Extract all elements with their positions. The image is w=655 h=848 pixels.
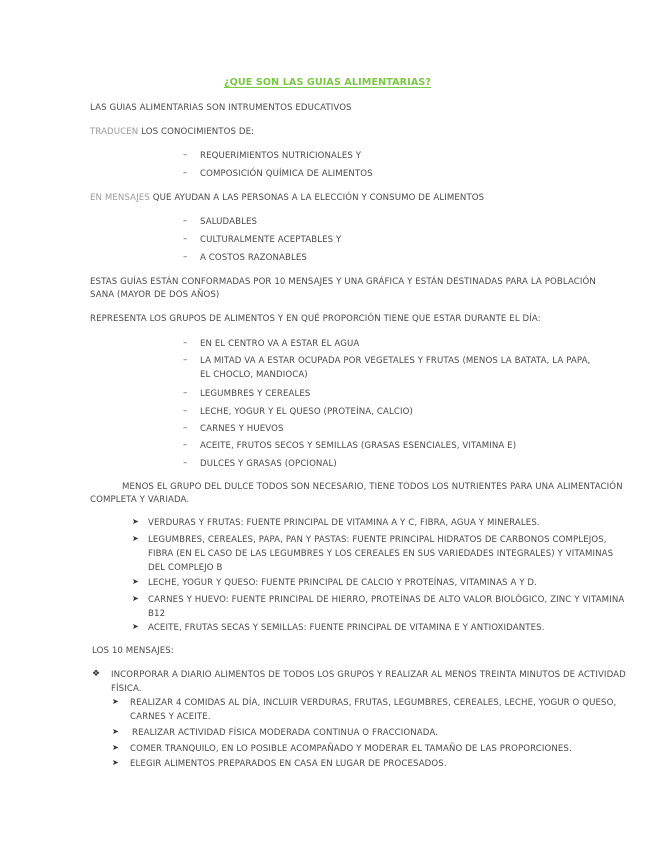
- dash-bullet: –: [183, 168, 188, 178]
- list-item: LECHE, YOGUR Y QUESO: FUENTE PRINCIPAL DE CALCIO Y PROTEÍNAS, VITAMINAS A Y D.: [148, 578, 537, 588]
- paragraph-menos-line1: MENOS EL GRUPO DEL DULCE TODOS SON NECESARIO, TIENE TODOS LOS NUTRIENTES PARA UNA ALIMENTACIÓN: [122, 482, 623, 492]
- page-title: ¿QUE SON LAS GUIAS ALIMENTARIAS?: [223, 77, 432, 88]
- arrow-bullet-icon: ➤: [112, 743, 119, 752]
- list-item: CARNES Y HUEVO: FUENTE PRINCIPAL DE HIERRO, PROTEÍNAS DE ALTO VALOR BIOLÓGICO, ZINC Y VITAMINA: [148, 595, 625, 605]
- arrow-bullet-icon: ➤: [132, 622, 139, 631]
- dash-bullet: –: [183, 338, 188, 348]
- list-item: A COSTOS RAZONABLES: [200, 253, 307, 263]
- dash-bullet: –: [183, 388, 188, 398]
- dash-bullet: –: [183, 216, 188, 226]
- message-item: INCORPORAR A DIARIO ALIMENTOS DE TODOS LOS GRUPOS Y REALIZAR AL MENOS TREINTA MINUTOS DE ACTIVIDAD: [111, 670, 626, 680]
- list-item: LA MITAD VA A ESTAR OCUPADA POR VEGETALES Y FRUTAS (MENOS LA BATATA, LA PAPA,: [200, 356, 591, 366]
- dash-bullet: –: [183, 150, 188, 160]
- message-subitem: ELEGIR ALIMENTOS PREPARADOS EN CASA EN LUGAR DE PROCESADOS.: [130, 759, 447, 769]
- dash-bullet: –: [183, 355, 188, 365]
- paragraph-representa: REPRESENTA LOS GRUPOS DE ALIMENTOS Y EN QUÉ PROPORCIÓN TIENE QUE ESTAR DURANTE EL DÍA:: [90, 314, 541, 324]
- dash-bullet: –: [183, 423, 188, 433]
- paragraph-menos-line2: COMPLETA Y VARIADA.: [90, 495, 190, 505]
- message-item-continuation: FÍSICA.: [111, 684, 142, 694]
- list-item: ACEITE, FRUTOS SECOS Y SEMILLAS (GRASAS ESENCIALES, VITAMINA E): [200, 441, 517, 451]
- message-subitem: REALIZAR 4 COMIDAS AL DÍA, INCLUIR VERDURAS, FRUTAS, LEGUMBRES, CEREALES, LECHE, YOGUR O QUESO,: [130, 698, 617, 708]
- paragraph-traducen: [90, 127, 254, 138]
- highlight-mensajes: EN MENSAJES: [90, 193, 150, 203]
- dash-bullet: –: [183, 252, 188, 262]
- arrow-bullet-icon: ➤: [132, 577, 139, 586]
- highlight-traducen: TRADUCEN: [90, 127, 139, 137]
- list-item-continuation: B12: [148, 609, 166, 619]
- arrow-bullet-icon: ➤: [132, 534, 139, 543]
- dash-bullet: –: [183, 458, 188, 468]
- message-subitem-continuation: CARNES Y ACEITE.: [130, 712, 211, 722]
- message-subitem: COMER TRANQUILO, EN LO POSIBLE ACOMPAÑADO Y MODERAR EL TAMAÑO DE LAS PROPORCIONES.: [130, 744, 572, 754]
- paragraph-mensajes-heading: LOS 10 MENSAJES:: [92, 646, 174, 656]
- list-item: CULTURALMENTE ACEPTABLES Y: [200, 235, 342, 245]
- arrow-bullet-icon: ➤: [132, 594, 139, 603]
- list-item: REQUERIMIENTOS NUTRICIONALES Y: [200, 151, 362, 161]
- list-item: SALUDABLES: [200, 217, 258, 227]
- list-item: VERDURAS Y FRUTAS: FUENTE PRINCIPAL DE VITAMINA A Y C, FIBRA, AGUA Y MINERALES.: [148, 518, 540, 528]
- list-item: ACEITE, FRUTAS SECAS Y SEMILLAS: FUENTE PRINCIPAL DE VITAMINA E Y ANTIOXIDANTES.: [148, 623, 545, 633]
- arrow-bullet-icon: ➤: [112, 727, 119, 736]
- paragraph-intro: LAS GUIAS ALIMENTARIAS SON INTRUMENTOS EDUCATIVOS: [90, 103, 352, 113]
- paragraph-mensajes: [90, 193, 484, 204]
- list-item: EN EL CENTRO VA A ESTAR EL AGUA: [200, 339, 360, 349]
- list-item: LEGUMBRES Y CEREALES: [200, 389, 311, 399]
- list-item-continuation: DEL COMPLEJO B: [148, 563, 223, 573]
- list-item-continuation: FIBRA (EN EL CASO DE LAS LEGUMBRES Y LOS CEREALES EN SUS VARIEDADES INTEGRALES) Y VITAMINAS: [148, 549, 614, 559]
- diamond-bullet-icon: ❖: [92, 669, 101, 679]
- paragraph-conformadas-line2: SANA (MAYOR DE DOS AÑOS): [90, 290, 220, 300]
- arrow-bullet-icon: ➤: [132, 517, 139, 526]
- dash-bullet: –: [183, 440, 188, 450]
- list-item: LECHE, YOGUR Y EL QUESO (PROTEÍNA, CALCIO): [200, 407, 413, 417]
- text-traducen-rest: LOS CONOCIMIENTOS DE:: [138, 127, 255, 137]
- dash-bullet: –: [183, 234, 188, 244]
- paragraph-conformadas-line1: ESTAS GUÍAS ESTÁN CONFORMADAS POR 10 MENSAJES Y UNA GRÁFICA Y ESTÁN DESTINADAS PARA LA POBLACIÓN: [90, 277, 596, 287]
- list-item: LEGUMBRES, CEREALES, PAPA, PAN Y PASTAS: FUENTE PRINCIPAL HIDRATOS DE CARBONOS COMPLEJOS,: [148, 535, 607, 545]
- dash-bullet: –: [183, 406, 188, 416]
- list-item-continuation: EL CHOCLO, MANDIOCA): [200, 370, 308, 380]
- arrow-bullet-icon: ➤: [112, 758, 119, 767]
- message-subitem: REALIZAR ACTIVIDAD FÍSICA MODERADA CONTINUA O FRACCIONADA.: [132, 728, 439, 738]
- list-item: COMPOSICIÓN QUÍMICA DE ALIMENTOS: [200, 169, 373, 179]
- text-mensajes-rest: QUE AYUDAN A LAS PERSONAS A LA ELECCIÓN Y CONSUMO DE ALIMENTOS: [149, 193, 485, 203]
- list-item: CARNES Y HUEVOS: [200, 424, 284, 434]
- list-item: DULCES Y GRASAS (OPCIONAL): [200, 459, 337, 469]
- arrow-bullet-icon: ➤: [112, 697, 119, 706]
